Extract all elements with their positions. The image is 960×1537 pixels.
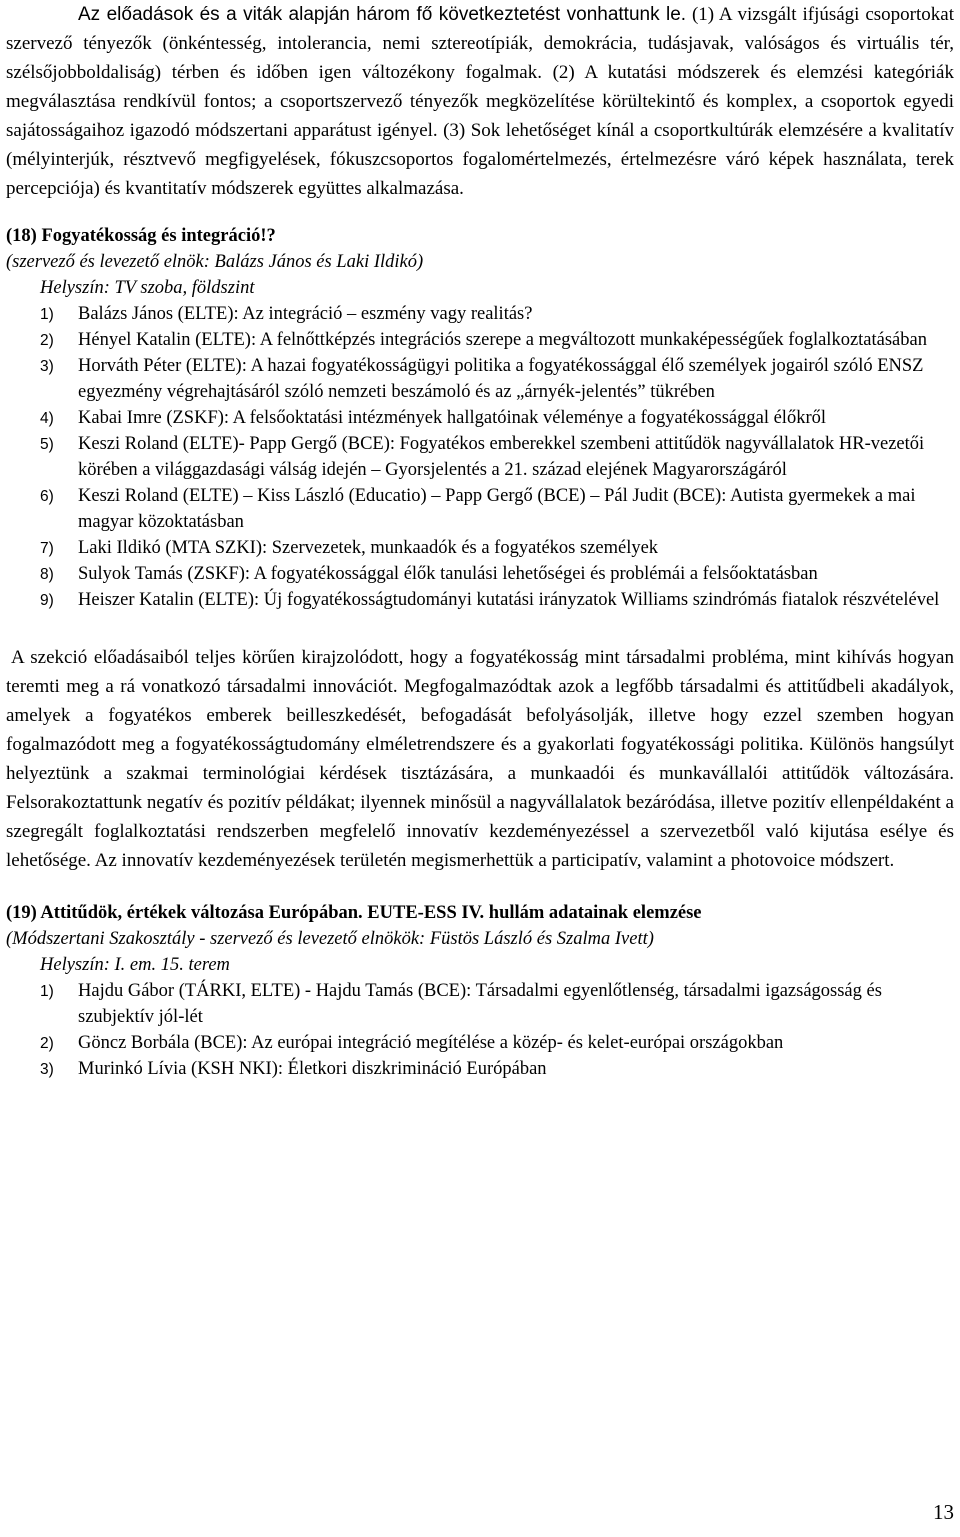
talk-text: Laki Ildikó (MTA SZKI): Szervezetek, munkaadók és a fogyatékos személyek bbox=[78, 538, 659, 558]
section-18-chair: (szervező és levezető elnök: Balázs János és Laki Ildikó) bbox=[6, 252, 424, 272]
talk-text: Keszi Roland (ELTE)- Papp Gergő (BCE): Fogyatékos emberekkel szembeni attitűdök nagyvállalatok HR-vezetői körében a világgazdasági válság idején – Gyorsjelentés a 21. század elejének Magyarországáról bbox=[78, 434, 925, 480]
section-19-talk-list bbox=[6, 978, 954, 1082]
talk-item bbox=[6, 587, 954, 613]
talk-item bbox=[6, 353, 954, 405]
talk-text: Sulyok Tamás (ZSKF): A fogyatékossággal élők tanulási lehetőségei és problémái a felsőoktatásban bbox=[78, 564, 818, 584]
section-19-title: (19) Attitűdök, értékek változása Európában. EUTE-ESS IV. hullám adatainak elemzése bbox=[6, 903, 702, 923]
talk-item bbox=[6, 483, 954, 535]
talk-number: 9) bbox=[40, 592, 54, 609]
talk-text: Göncz Borbála (BCE): Az európai integráció megítélése a közép- és kelet-európai országokban bbox=[78, 1033, 784, 1053]
talk-text: Balázs János (ELTE): Az integráció – eszmény vagy realitás? bbox=[78, 304, 533, 324]
talk-item bbox=[6, 431, 954, 483]
talk-text: Horváth Péter (ELTE): A hazai fogyatékosságügyi politika a fogyatékossággal élő személyek jogairól szóló ENSZ egyezmény végrehajtásáról szóló nemzeti beszámoló és az „árnyék-jelentés” tükrében bbox=[78, 356, 924, 402]
talk-number: 4) bbox=[40, 410, 54, 427]
talk-item bbox=[6, 1056, 954, 1082]
talk-text: Hajdu Gábor (TÁRKI, ELTE) - Hajdu Tamás (BCE): Társadalmi egyenlőtlenség, társadalmi igazságosság és szubjektív jól-lét bbox=[78, 981, 882, 1027]
talk-text: Kabai Imre (ZSKF): A felsőoktatási intézmények hallgatóinak véleménye a fogyatékossággal élőkről bbox=[78, 408, 826, 428]
talk-number: 5) bbox=[40, 436, 54, 453]
talk-number: 3) bbox=[40, 1061, 54, 1078]
talk-number: 3) bbox=[40, 358, 54, 375]
section-18-talk-list bbox=[6, 301, 954, 613]
section-19-location: Helyszín: I. em. 15. terem bbox=[40, 955, 230, 975]
section-19-chair: (Módszertani Szakosztály - szervező és levezető elnökök: Füstös László és Szalma Ivett) bbox=[6, 929, 654, 949]
intro-body: (1) A vizsgált ifjúsági csoportokat szervező tényezők (önkéntesség, intolerancia, nemi sztereotípiák, demokrácia, tudásjavak, valóságos és virtuális tér, szélsőjobboldaliság) térben és időben igen változékony fogalmak. (2) A kutatási módszerek és elemzési kategóriák megválasztása rendkívül fontos; a csoportszervező tényezők megközelítése körültekintő és komplex, a csoportok egyedi sajátosságaihoz igazodó módszertani apparátust igényel. (3) Sok lehetőséget kínál a csoportkultúrák elemzésére a kvalitatív (mélyinterjúk, résztvevő megfigyelések, fókuszcsoportos fogalomértelmezés, értelmezésre váró képek használata, terek percepciója) és kvantitatív módszerek együttes alkalmazása. bbox=[6, 4, 954, 199]
section-19 bbox=[6, 900, 954, 1082]
talk-number: 8) bbox=[40, 566, 54, 583]
talk-item bbox=[6, 535, 954, 561]
talk-number: 1) bbox=[40, 983, 54, 1000]
talk-text: Keszi Roland (ELTE) – Kiss László (Educatio) – Papp Gergő (BCE) – Pál Judit (BCE): Autista gyermekek a mai magyar közoktatásban bbox=[78, 486, 916, 532]
section-18-location: Helyszín: TV szoba, földszint bbox=[40, 278, 255, 298]
talk-text: Murinkó Lívia (KSH NKI): Életkori diszkrimináció Európában bbox=[78, 1059, 547, 1079]
intro-lead: Az előadások és a viták alapján három fő következtetést vonhattunk le. bbox=[78, 4, 687, 25]
talk-number: 7) bbox=[40, 540, 54, 557]
talk-text: Hényel Katalin (ELTE): A felnőttképzés integrációs szerepe a megváltozott munkaképességűek foglalkoztatásában bbox=[78, 330, 927, 350]
talk-item bbox=[6, 301, 954, 327]
talk-number: 1) bbox=[40, 306, 54, 323]
talk-text: Heiszer Katalin (ELTE): Új fogyatékosságtudományi kutatási irányzatok Williams szindrómás fiatalok részvételével bbox=[78, 590, 940, 610]
page-number: 13 bbox=[933, 1500, 954, 1524]
talk-number: 6) bbox=[40, 488, 54, 505]
document-page bbox=[6, 0, 954, 1082]
section-18-summary bbox=[6, 643, 954, 875]
talk-item bbox=[6, 405, 954, 431]
talk-item bbox=[6, 978, 954, 1030]
talk-number: 2) bbox=[40, 1035, 54, 1052]
talk-item bbox=[6, 1030, 954, 1056]
talk-number: 2) bbox=[40, 332, 54, 349]
summary-text: A szekció előadásaiból teljes körűen kirajzolódott, hogy a fogyatékosság mint társadalmi probléma, mint kihívás hogyan teremti meg a rá vonatkozó társadalmi innovációt. Megfogalmazódtak azok a legfőbb társadalmi és attitűdbeli akadályok, amelyek a fogyatékos emberek beilleszkedését, befogadását befolyásolják, illetve hogy ezzel szemben hogyan fogalmazódott meg a fogyatékosságtudomány elméletrendszere és a gyakorlati fogyatékossági politika. Különös hangsúlyt helyeztünk a szakmai terminológiai kérdések tisztázására, a munkaadói és munkavállalói attitűdök változására. Felsorakoztattunk negatív és pozitív példákat; ilyennek minősül a nagyvállalatok bezáródása, illetve pozitív ellenpéldaként a szegregált foglalkoztatási rendszerben megfelelő innovatív kezdeményezéssel a szervezetből való kijutása esélye és lehetősége. Az innovatív kezdeményezések területén megismerhettük a participatív, valamint a photovoice módszert. bbox=[6, 647, 954, 871]
talk-item bbox=[6, 561, 954, 587]
section-18 bbox=[6, 223, 954, 875]
intro-paragraph bbox=[6, 0, 954, 203]
talk-item bbox=[6, 327, 954, 353]
section-18-title: (18) Fogyatékosság és integráció!? bbox=[6, 226, 276, 246]
